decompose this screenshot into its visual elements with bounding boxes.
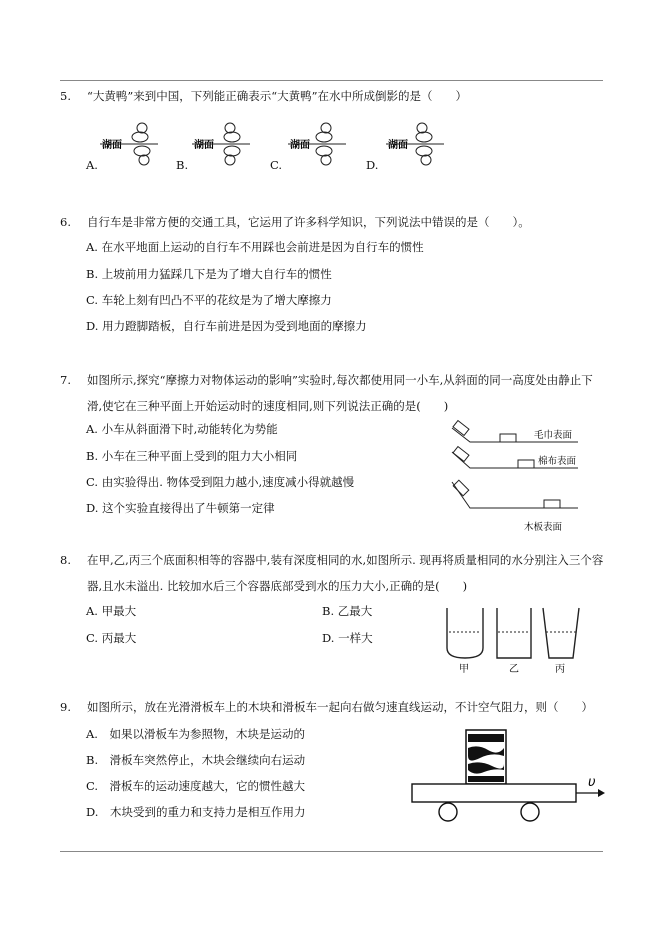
q6-option-c[interactable]: C. 车轮上刻有凹凸不平的花纹是为了增大摩擦力	[86, 293, 332, 307]
duck-reflection-figure-a	[100, 118, 160, 170]
question-7	[60, 367, 605, 419]
option-letter: C.	[270, 158, 283, 172]
q7-option-d[interactable]: D. 这个实验直接得出了牛顿第一定律	[86, 501, 275, 515]
q8-option-a[interactable]: A. 甲最大	[86, 604, 137, 618]
option-letter: D.	[366, 158, 379, 172]
question-stem: 自行车是非常方便的交通工具，它运用了许多科学知识，下列说法中错误的是（ ）。	[87, 215, 530, 229]
duck-reflection-figure-d	[386, 118, 446, 170]
q9-option-a[interactable]: A. 如果以滑板车为参照物，木块是运动的	[86, 727, 305, 741]
lake-surface-label: 湖面	[290, 140, 310, 151]
question-number: 6.	[60, 215, 71, 229]
containers-figure	[443, 604, 593, 676]
container-label-bing: 丙	[555, 664, 565, 675]
q5-option-d[interactable]	[366, 158, 378, 172]
bottom-rule	[60, 851, 603, 852]
question-8	[60, 547, 605, 599]
container-label-jia: 甲	[459, 664, 469, 675]
q9-option-b[interactable]: B. 滑板车突然停止，木块会继续向右运动	[86, 753, 306, 767]
container-label-yi: 乙	[509, 664, 519, 675]
container-bing	[543, 608, 579, 675]
wood-surface-label: 木板表面	[524, 522, 563, 533]
wood-block	[466, 730, 506, 784]
skateboard-wheel-left	[439, 803, 457, 821]
skateboard-figure	[408, 728, 608, 824]
question-stem: 在甲,乙,丙三个底面积相等的容器中,装有深度相同的水,如图所示. 现再将质量相同的水分别注入三个容器,且水未溢出. 比较加水后三个容器底部受到水的压力大小,正确的是( )	[87, 553, 604, 593]
towel-surface-label: 毛巾表面	[534, 430, 573, 441]
option-letter: A.	[86, 158, 98, 172]
lake-surface-label: 湖面	[102, 140, 122, 151]
question-stem: 如图所示,探究“摩擦力对物体运动的影响”实验时,每次都使用同一小车,从斜面的同一高度处由静止下滑,使它在三种平面上开始运动时的速度相同,则下列说法正确的是( )	[87, 373, 593, 413]
q6-option-a[interactable]: A. 在水平地面上运动的自行车不用踩也会前进是因为自行车的惯性	[86, 240, 424, 254]
duck-reflection-figure-c	[288, 118, 348, 170]
question-5	[60, 87, 605, 105]
question-9	[60, 698, 605, 716]
question-6	[60, 213, 605, 231]
q5-option-c[interactable]	[270, 158, 282, 172]
skateboard-deck	[412, 784, 576, 802]
q7-option-c[interactable]: C. 由实验得出. 物体受到阻力越小,速度减小得就越慢	[86, 475, 355, 489]
lake-surface-label: 湖面	[388, 140, 408, 151]
q8-option-b[interactable]: B. 乙最大	[322, 604, 373, 618]
q6-option-d[interactable]: D. 用力蹬脚踏板，自行车前进是因为受到地面的摩擦力	[86, 319, 367, 333]
question-stem: 如图所示，放在光滑滑板车上的木块和滑板车一起向右做匀速直线运动，不计空气阻力，则（ ）	[87, 700, 593, 714]
q9-option-c[interactable]: C. 滑板车的运动速度越大，它的惯性越大	[86, 779, 306, 793]
question-number: 7.	[60, 373, 71, 387]
duck-reflection-figure-b	[192, 118, 252, 170]
question-number: 8.	[60, 553, 71, 567]
lake-surface-label: 湖面	[194, 140, 214, 151]
q8-option-d[interactable]: D. 一样大	[322, 631, 373, 645]
q5-option-a[interactable]	[86, 158, 98, 172]
incline-experiment-figure	[448, 418, 583, 536]
q5-option-b[interactable]	[176, 158, 188, 172]
question-number: 9.	[60, 700, 71, 714]
question-stem: “大黄鸭”来到中国，下列能正确表示“大黄鸭”在水中所成倒影的是（ ）	[87, 89, 468, 103]
velocity-label: υ	[588, 775, 596, 790]
q6-option-b[interactable]: B. 上坡前用力猛踩几下是为了增大自行车的惯性	[86, 267, 332, 281]
incline-row-towel	[452, 421, 578, 442]
q9-option-d[interactable]: D. 木块受到的重力和支持力是相互作用力	[86, 805, 306, 819]
option-letter: B.	[176, 158, 189, 172]
container-yi	[497, 608, 531, 675]
q7-option-a[interactable]: A. 小车从斜面滑下时,动能转化为势能	[86, 422, 278, 436]
question-number: 5.	[60, 89, 71, 103]
incline-row-cotton	[452, 447, 578, 468]
q7-option-b[interactable]: B. 小车在三种平面上受到的阻力大小相同	[86, 449, 298, 463]
container-jia	[447, 608, 483, 675]
velocity-arrowhead	[598, 789, 605, 797]
top-rule	[60, 80, 603, 81]
skateboard-wheel-right	[521, 803, 539, 821]
incline-row-wood	[452, 480, 578, 533]
q8-option-c[interactable]: C. 丙最大	[86, 631, 137, 645]
cotton-surface-label: 棉布表面	[538, 456, 577, 467]
